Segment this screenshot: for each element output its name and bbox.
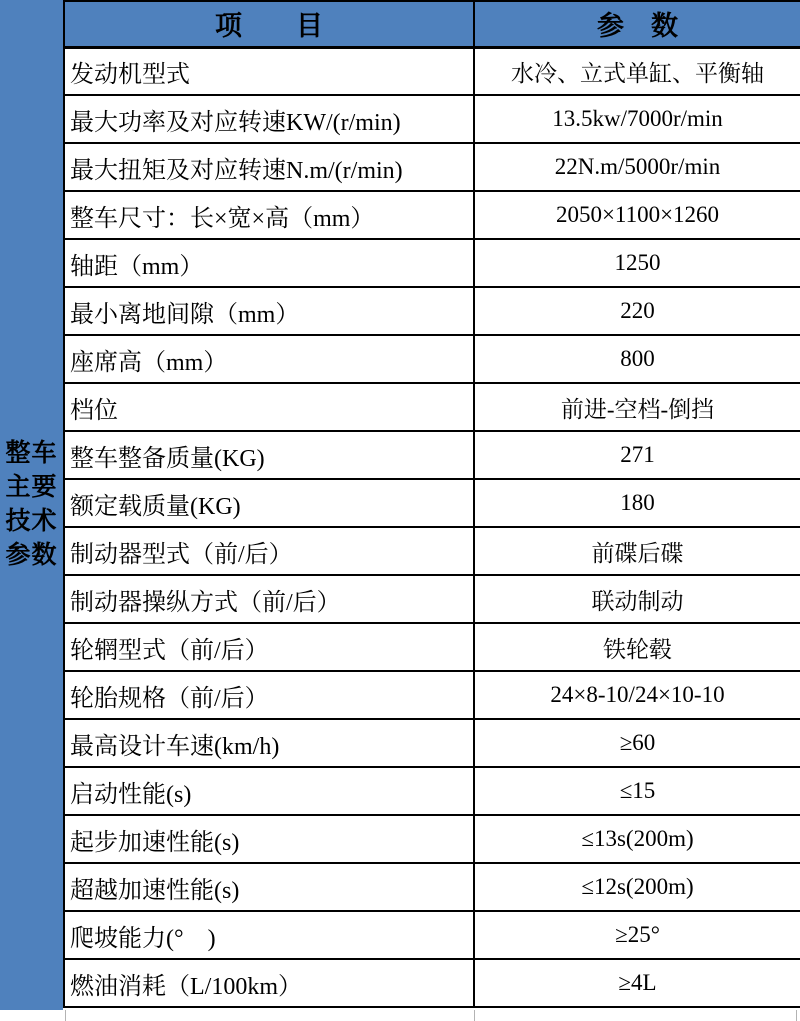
spec-row	[64, 911, 800, 959]
gridline	[474, 1010, 475, 1021]
spec-value-cell: ≥60	[474, 719, 800, 767]
spec-table-head	[64, 1, 800, 47]
spec-row	[64, 767, 800, 815]
spec-row	[64, 575, 800, 623]
spec-value-cell: 前碟后碟	[474, 527, 800, 575]
spec-item-cell: 启动性能(s)	[64, 767, 474, 815]
column-header-item: 项 目	[64, 1, 474, 47]
spec-row	[64, 527, 800, 575]
spec-item-cell: 整车整备质量(KG)	[64, 431, 474, 479]
spec-value-cell: 前进-空档-倒挡	[474, 383, 800, 431]
spec-value-cell: ≤12s(200m)	[474, 863, 800, 911]
spec-item-cell: 座席高（mm）	[64, 335, 474, 383]
spec-value-cell: 2050×1100×1260	[474, 191, 800, 239]
spec-item-cell: 起步加速性能(s)	[64, 815, 474, 863]
spec-value-cell: ≤15	[474, 767, 800, 815]
spec-row	[64, 47, 800, 95]
gridline	[65, 1010, 66, 1021]
spec-row	[64, 719, 800, 767]
spec-value-cell: 联动制动	[474, 575, 800, 623]
spec-item-cell: 额定载质量(KG)	[64, 479, 474, 527]
spec-value-cell: 271	[474, 431, 800, 479]
spec-row	[64, 671, 800, 719]
spec-value-cell: 铁轮毂	[474, 623, 800, 671]
gridline	[796, 1010, 797, 1021]
spec-value-cell: 800	[474, 335, 800, 383]
spec-row	[64, 863, 800, 911]
spec-value-cell: ≤13s(200m)	[474, 815, 800, 863]
spec-item-cell: 最大扭矩及对应转速N.m/(r/min)	[64, 143, 474, 191]
spec-row	[64, 239, 800, 287]
spec-item-cell: 制动器操纵方式（前/后）	[64, 575, 474, 623]
spec-row	[64, 959, 800, 1007]
spec-item-cell: 整车尺寸：长×宽×高（mm）	[64, 191, 474, 239]
spec-value-cell: 24×8-10/24×10-10	[474, 671, 800, 719]
spec-row	[64, 815, 800, 863]
spec-value-cell: 220	[474, 287, 800, 335]
spec-row	[64, 191, 800, 239]
gridline-continuation-strip	[0, 1010, 800, 1021]
spec-row	[64, 383, 800, 431]
spec-value-cell: 1250	[474, 239, 800, 287]
row-group-header-line: 主要	[5, 474, 58, 501]
spec-table	[63, 0, 800, 1010]
spec-value-cell: 13.5kw/7000r/min	[474, 95, 800, 143]
spec-item-cell: 轮辋型式（前/后）	[64, 623, 474, 671]
spec-value-cell: ≥4L	[474, 959, 800, 1007]
spec-row	[64, 623, 800, 671]
spec-item-cell: 燃油消耗（L/100km）	[64, 959, 474, 1007]
row-group-header-line: 整车	[5, 440, 58, 467]
spec-table-grid	[63, 0, 800, 1008]
spec-row	[64, 431, 800, 479]
spec-item-cell: 最大功率及对应转速KW/(r/min)	[64, 95, 474, 143]
spec-item-cell: 制动器型式（前/后）	[64, 527, 474, 575]
spec-table-body	[64, 47, 800, 1007]
spec-value-cell: 水冷、立式单缸、平衡轴	[474, 47, 800, 95]
spec-value-cell: 180	[474, 479, 800, 527]
column-header-param: 参 数	[474, 1, 800, 47]
spec-item-cell: 最小离地间隙（mm）	[64, 287, 474, 335]
spec-value-cell: 22N.m/5000r/min	[474, 143, 800, 191]
spec-row	[64, 479, 800, 527]
spec-item-cell: 轮胎规格（前/后）	[64, 671, 474, 719]
spec-item-cell: 超越加速性能(s)	[64, 863, 474, 911]
row-group-header-line: 技术	[5, 508, 58, 535]
row-group-header-vertical	[0, 0, 63, 1010]
row-group-header-line: 参数	[5, 542, 58, 569]
spec-row	[64, 287, 800, 335]
spec-item-cell: 发动机型式	[64, 47, 474, 95]
spec-row	[64, 95, 800, 143]
spec-row	[64, 143, 800, 191]
spec-value-cell: ≥25°	[474, 911, 800, 959]
spec-item-cell: 爬坡能力(° )	[64, 911, 474, 959]
spec-item-cell: 档位	[64, 383, 474, 431]
spec-row	[64, 335, 800, 383]
spec-item-cell: 最高设计车速(km/h)	[64, 719, 474, 767]
spec-item-cell: 轴距（mm）	[64, 239, 474, 287]
header-row	[64, 1, 800, 47]
